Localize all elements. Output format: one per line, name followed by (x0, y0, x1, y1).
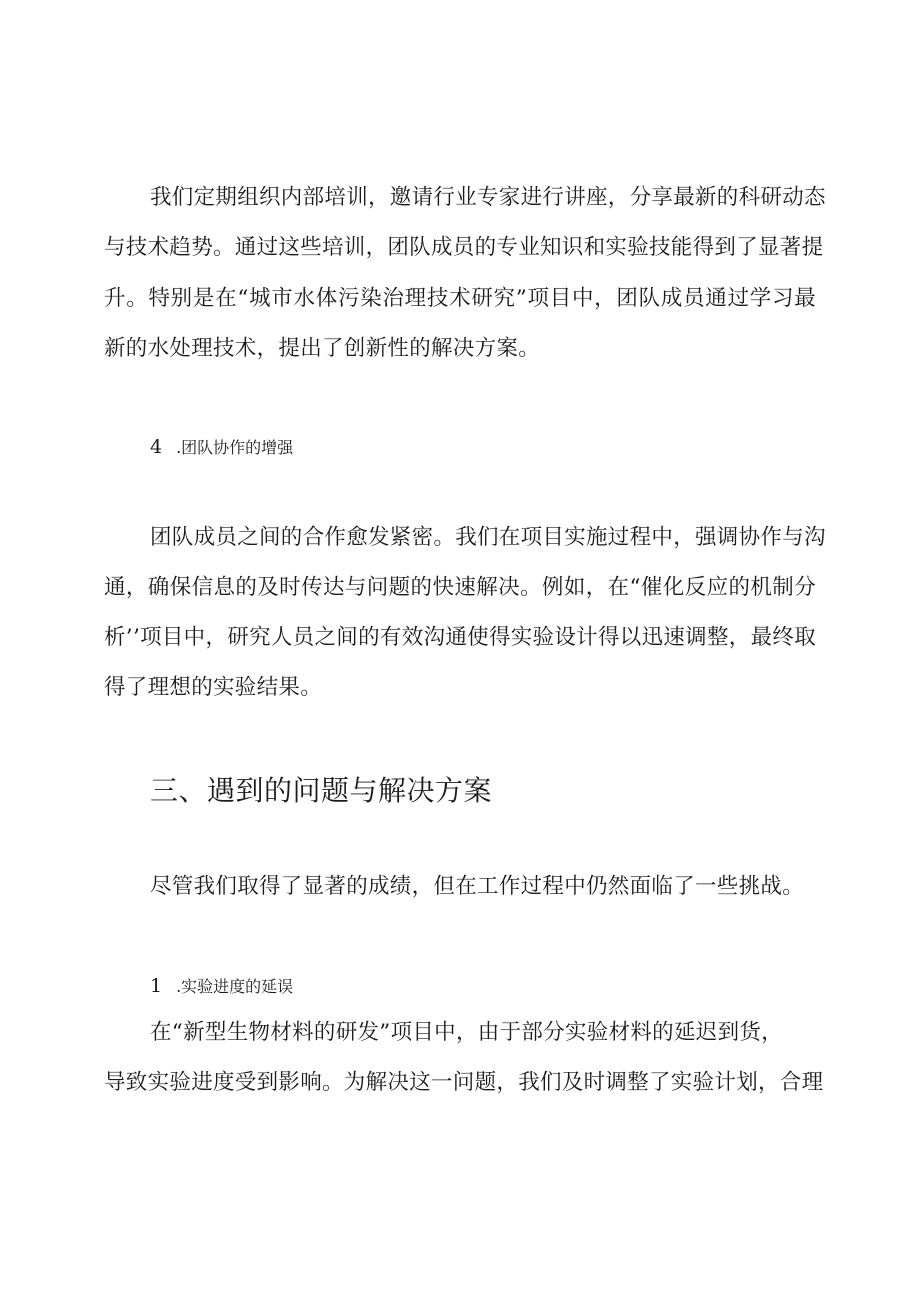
paragraph-line: 我们定期组织内部培训，邀请行业专家进行讲座，分享最新的科研动态 (150, 185, 826, 210)
paragraph-line: 得了理想的实验结果。 (104, 675, 323, 700)
section-heading: 三、遇到的问题与解决方案 (150, 774, 493, 807)
subheading-teamwork (150, 435, 293, 460)
subheading-number: 4 (150, 436, 163, 458)
paragraph-line: 在“新型生物材料的研发”项目中，由于部分实验材料的延迟到货， (150, 1020, 783, 1045)
subheading-text: .实验进度的延误 (176, 977, 294, 996)
paragraph-line: 升。特别是在“城市水体污染治理技术研究”项目中，团队成员通过学习最 (104, 286, 816, 311)
paragraph-line: 导致实验进度受到影响。为解决这一问题，我们及时调整了实验计划，合理 (104, 1070, 824, 1095)
subheading-number: 1 (150, 975, 163, 997)
paragraph-line: 析’’项目中，研究人员之间的有效沟通使得实验设计得以迅速调整，最终取 (104, 625, 816, 650)
paragraph-line: 尽管我们取得了显著的成绩，但在工作过程中仍然面临了一些挑战。 (150, 874, 805, 899)
subheading-text: .团队协作的增强 (176, 438, 294, 457)
paragraph-line: 通，确保信息的及时传达与问题的快速解决。例如，在“催化反应的机制分 (104, 575, 816, 600)
subheading-delay (150, 974, 293, 999)
paragraph-line: 新的水处理技术，提出了创新性的解决方案。 (104, 336, 541, 361)
paragraph-line: 团队成员之间的合作愈发紧密。我们在项目实施过程中，强调协作与沟 (150, 525, 826, 550)
paragraph-line: 与技术趋势。通过这些培训，团队成员的专业知识和实验技能得到了显著提 (104, 235, 824, 260)
